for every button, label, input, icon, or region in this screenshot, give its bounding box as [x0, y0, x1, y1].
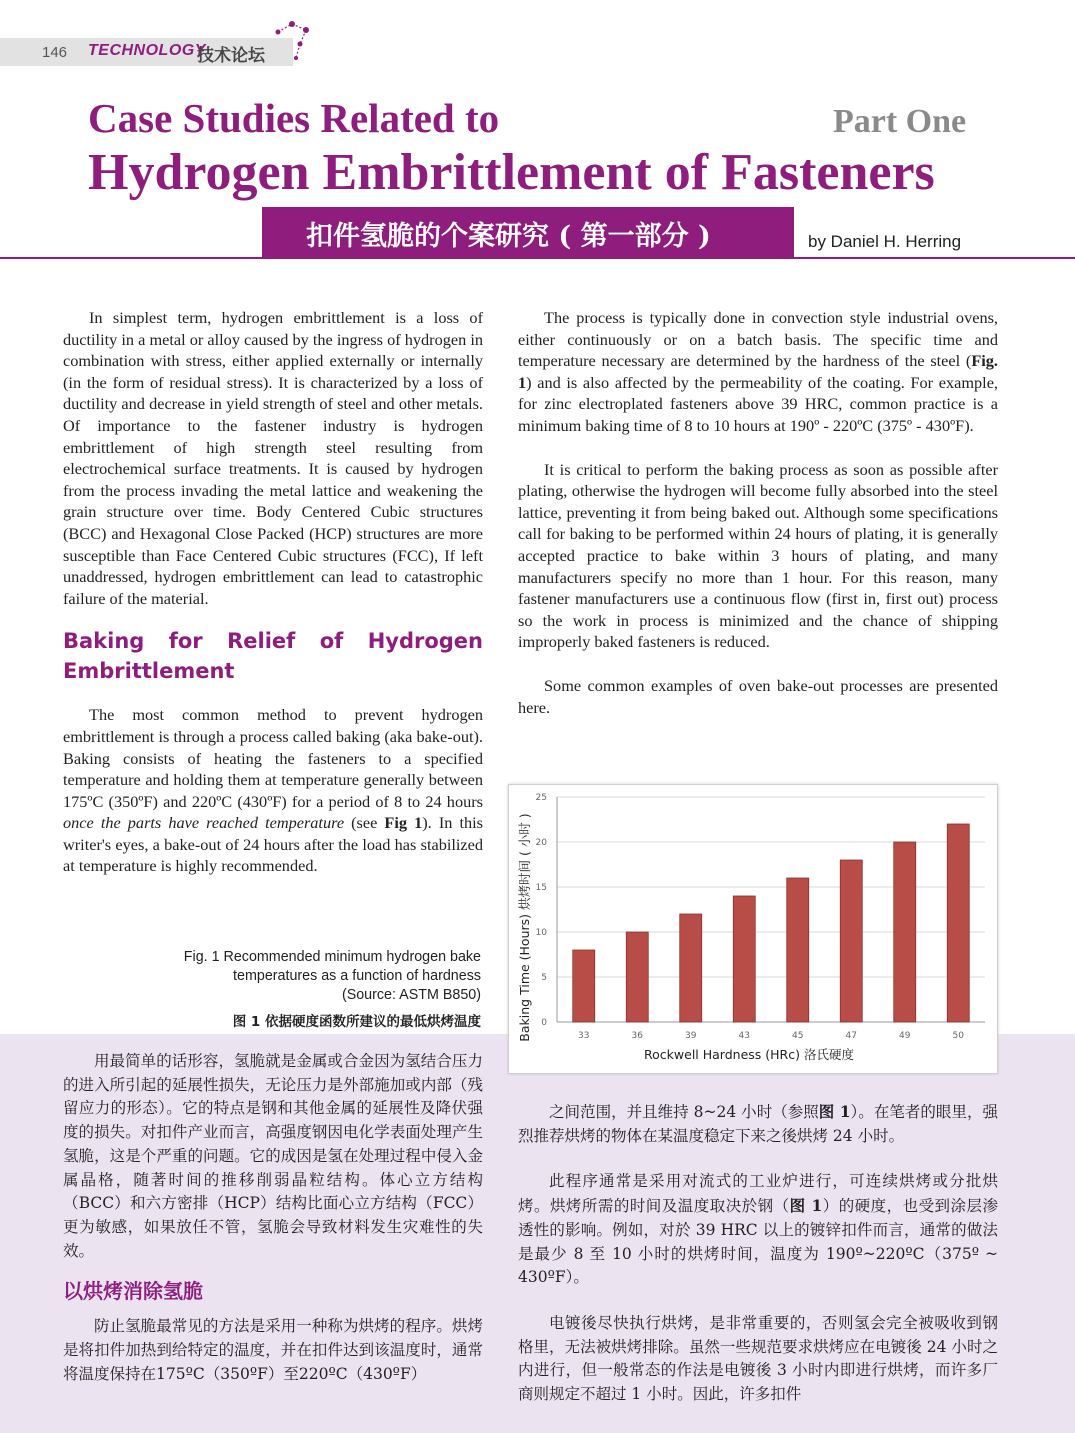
bar-33	[573, 950, 595, 1022]
paragraph-examples: Some common examples of oven bake-out processes are presented here.	[518, 675, 998, 717]
bar-36	[626, 932, 648, 1022]
bar-39	[680, 914, 702, 1022]
y-axis-label: Baking Time (Hours) 烘烤时间 ( 小时 )	[517, 813, 532, 1042]
x-tick-label: 33	[578, 1031, 590, 1041]
y-tick-label: 5	[541, 973, 547, 983]
paragraph-baking: The most common method to prevent hydrogen embrittlement is through a process called baking (aka bake-out). Baking consists of heating the fasteners to a specified temperature and holding them at temperature generally between 175ºC (350ºF) and 220ºC (430ºF) for a period of 8 to 24 hours once the parts have reached temperature (see Fig 1). In this writer's eyes, a bake-out of 24 hours after the load has stabilized at temperature is highly recommended.	[63, 705, 484, 876]
section-label: TECHNOLOGY	[88, 42, 206, 59]
subheading-baking: Baking for Relief of Hydrogen Embrittlement	[63, 629, 483, 684]
section-label-chinese: 技术论坛	[197, 46, 265, 66]
y-tick-label: 0	[541, 1018, 547, 1028]
paragraph-process: The process is typically done in convection style industrial ovens, either continuously or on a batch basis. The specific time and temperature necessary are determined by the hardness of the steel (Fig. 1) and is also affected by the permeability of the coating. For example, for zinc electroplated fasteners above 39 HRC, common practice is a minimum baking time of 8 to 10 hours at 190º - 220ºC (375º - 430ºF).	[518, 308, 998, 435]
bar-50	[947, 824, 969, 1022]
bar-45	[787, 878, 809, 1022]
title-line-2: Hydrogen Embrittlement of Fasteners	[88, 144, 935, 201]
figure-caption: Fig. 1 Recommended minimum hydrogen bake temperatures as a function of hardness (Source: ASTM B850)	[183, 949, 481, 1003]
page-number: 146	[42, 44, 68, 61]
cn-paragraph-range: 之间范围，并且维持 8~24 小时（参照图 1）。在笔者的眼里，强烈推荐烘烤的物体在某温度稳定下来之後烘烤 24 小时。	[518, 1102, 998, 1145]
english-column-left	[63, 307, 483, 877]
x-tick-label: 45	[792, 1031, 804, 1041]
title-line-1: Case Studies Related to	[88, 95, 500, 141]
molecule-decoration-icon	[268, 18, 316, 64]
chinese-column-right	[518, 1100, 998, 1407]
bar-chart	[509, 785, 997, 1073]
x-tick-label: 36	[631, 1031, 643, 1041]
paragraph-intro: In simplest term, hydrogen embrittlement is a loss of ductility in a metal or alloy caused by the ingress of hydrogen in combination with stress, either applied externally or internally (in the form of residual stress). It is characterized by a loss of ductility and decrease in yield strength of steel and other metals. Of importance to the fastener industry is hydrogen embrittlement of high strength steel resulting from electrochemical surface treatments. It is caused by hydrogen from the process invading the metal lattice and weakening the grain structure over time. Body Centered Cubic structures (BCC) and Hexagonal Close Packed (HCP) structures are more susceptible than Face Centered Cubic structures (FCC), If left unaddressed, hydrogen embrittlement can lead to catastrophic failure of the material.	[63, 308, 483, 608]
x-tick-label: 50	[952, 1031, 964, 1041]
part-label: Part One	[833, 103, 967, 140]
y-tick-label: 25	[535, 793, 547, 803]
english-column-right	[518, 307, 998, 718]
bar-43	[733, 896, 755, 1022]
bar-49	[894, 842, 916, 1022]
x-tick-label: 49	[899, 1031, 911, 1041]
cn-paragraph-critical: 电镀後尽快执行烘烤，是非常重要的，否则氢会完全被吸收到钢格里，无法被烘烤排除。虽然一些规范要求烘烤应在电镀後 24 小时之内进行，但一般常态的作法是电镀後 3 小时内即进行烘烤，而许多厂商则规定不超过 1 小时。因此，许多扣件	[518, 1313, 998, 1404]
title-rule	[0, 257, 1075, 259]
chinese-column-left	[63, 1050, 483, 1386]
y-tick-label: 10	[535, 928, 547, 938]
x-axis-label: Rockwell Hardness (HRc) 洛氏硬度	[644, 1047, 854, 1062]
y-tick-label: 20	[535, 838, 547, 848]
cn-paragraph-intro: 用最简单的话形容，氢脆就是金属或合金因为氢结合压力的进入所引起的延展性损失，无论压力是外部施加或内部（残留应力的形态）。它的特点是钢和其他金属的延展性及降伏强度的损失。对扣件产业而言，高强度钢因电化学表面处理产生氢脆，这是个严重的问题。它的成因是氢在处理过程中侵入金属晶格，随著时间的推移削弱晶粒结构。体心立方结构（BCC）和六方密排（HCP）结构比面心立方结构（FCC）更为敏感，如果放任不管，氢脆会导致材料发生灾难性的失效。	[63, 1052, 483, 1260]
figure-1-chart	[508, 784, 998, 1074]
x-tick-label: 47	[845, 1031, 857, 1041]
chinese-title: 扣件氢脆的个案研究 ( 第一部分 )	[306, 221, 711, 252]
x-tick-label: 43	[738, 1031, 750, 1041]
x-tick-label: 39	[685, 1031, 697, 1041]
bar-47	[840, 860, 862, 1022]
figure-caption-chinese: 图 1 依据硬度函数所建议的最低烘烤温度	[232, 1014, 481, 1030]
paragraph-critical: It is critical to perform the baking process as soon as possible after plating, otherwise the hydrogen will become fully absorbed into the steel lattice, preventing it from being baked out. Although some specifications call for baking to be performed within 24 hours of plating, it is generally accepted practice to bake within 3 hours of plating, and many manufacturers specify no more than 1 hour. For this reason, many fastener manufacturers use a continuous flow (first in, first out) process so the work in process is minimized and the chance of shipping improperly baked fasteners is reduced.	[518, 459, 998, 652]
byline: by Daniel H. Herring	[808, 232, 962, 251]
cn-paragraph-process: 此程序通常是采用对流式的工业炉进行，可连续烘烤或分批烘烤。烘烤所需的时间及温度取决於钢（图 1）的硬度，也受到涂层渗透性的影响。例如，对於 39 HRC 以上的镀锌扣件而言，通常的做法是最少 8 至 10 小时的烘烤时间，温度为 190º~220ºC（375º ~ 430ºF）。	[518, 1172, 998, 1287]
cn-subheading-baking: 以烘烤消除氢脆	[63, 1279, 203, 1304]
cn-paragraph-baking: 防止氢脆最常见的方法是采用一种称为烘烤的程序。烘烤是将扣件加热到给特定的温度，并在扣件达到该温度时，通常将温度保持在175ºC（350ºF）至220ºC（430ºF）	[63, 1317, 483, 1383]
y-tick-label: 15	[535, 883, 547, 893]
